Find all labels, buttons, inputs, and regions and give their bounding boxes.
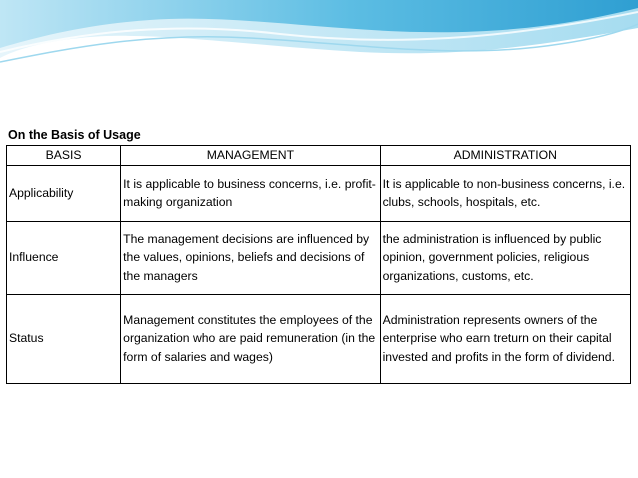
comparison-table [6, 145, 631, 384]
header-wave-decoration [0, 0, 638, 120]
cell-basis: Status [7, 294, 121, 383]
table-header-row [7, 146, 631, 166]
cell-administration: the administration is influenced by public opinion, government policies, religious organizations, customs, etc. [380, 221, 630, 294]
cell-administration: Administration represents owners of the enterprise who earn treturn on their capital invested and profits in the form of dividend. [380, 294, 630, 383]
header-management: MANAGEMENT [121, 146, 380, 166]
table-title: On the Basis of Usage [8, 128, 141, 142]
cell-management: Management constitutes the employees of the organization who are paid remuneration (in the form of salaries and wages) [121, 294, 380, 383]
header-basis: BASIS [7, 146, 121, 166]
header-administration: ADMINISTRATION [380, 146, 630, 166]
cell-basis: Influence [7, 221, 121, 294]
cell-administration: It is applicable to non-business concerns, i.e. clubs, schools, hospitals, etc. [380, 165, 630, 221]
cell-management: It is applicable to business concerns, i.e. profit-making organization [121, 165, 380, 221]
table-row [7, 165, 631, 221]
cell-management: The management decisions are influenced by the values, opinions, beliefs and decisions of the managers [121, 221, 380, 294]
cell-basis: Applicability [7, 165, 121, 221]
slide-content [6, 121, 634, 399]
table-row [7, 221, 631, 294]
table-row [7, 294, 631, 383]
